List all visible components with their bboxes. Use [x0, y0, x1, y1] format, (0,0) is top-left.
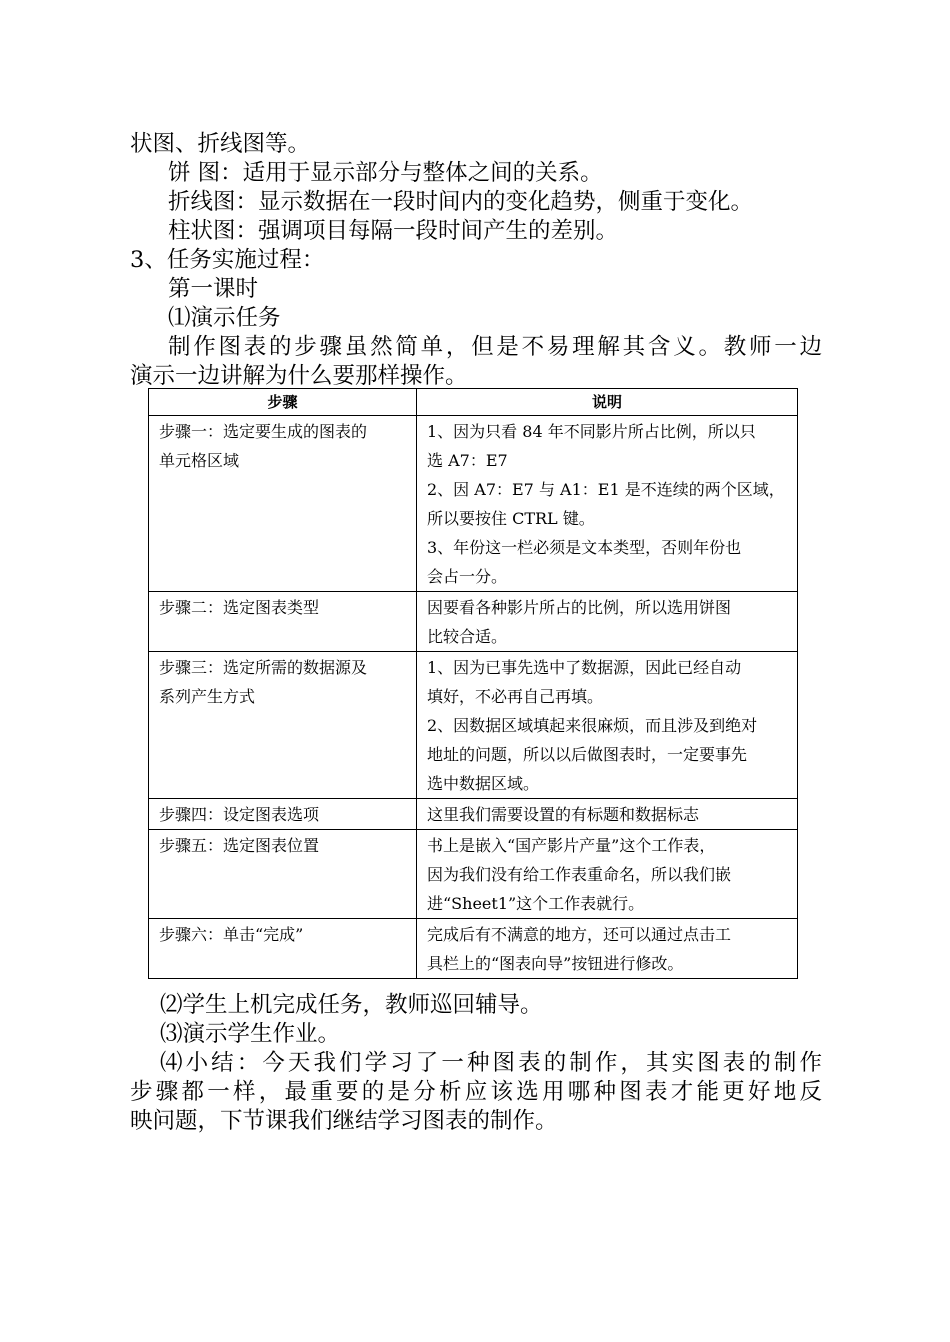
- table-row: [149, 919, 798, 979]
- note-line: 1、因为只看 84 年不同影片所占比例，所以只: [427, 422, 756, 441]
- table-row: [149, 799, 798, 830]
- step-cell: [149, 830, 417, 919]
- table-row: [149, 592, 798, 652]
- table-row: [149, 830, 798, 919]
- note-line: 因要看各种影片所占的比例，所以选用饼图: [427, 598, 732, 617]
- task-3-line: ⑶演示学生作业。: [160, 1021, 341, 1047]
- step-cell: [149, 919, 417, 979]
- steps-table-body: [149, 416, 798, 979]
- summary-line: 步骤都一样，最重要的是分析应该选用哪种图表才能更好地反: [130, 1079, 822, 1105]
- note-line: 因为我们没有给工作表重命名，所以我们嵌: [427, 865, 732, 884]
- note-line: 所以要按住 CTRL 键。: [427, 509, 595, 528]
- step-cell: [149, 799, 417, 830]
- task-2-line: ⑵学生上机完成任务，教师巡回辅导。: [160, 992, 543, 1018]
- notes-cell: [417, 919, 798, 979]
- step-label: 步骤五：选定图表位置: [159, 836, 320, 855]
- note-line: 具栏上的“图表向导”按钮进行修改。: [427, 954, 684, 973]
- intro-line: 状图、折线图等。: [130, 131, 311, 157]
- step-label: 步骤二：选定图表类型: [159, 598, 320, 617]
- step-label: 单元格区域: [159, 451, 240, 470]
- step-label: 系列产生方式: [159, 687, 256, 706]
- note-line: 填好，不必再自己再填。: [427, 687, 604, 706]
- note-line: 完成后有不满意的地方，还可以通过点击工: [427, 925, 732, 944]
- table-row: [149, 416, 798, 592]
- step-label: 步骤三：选定所需的数据源及: [159, 658, 368, 677]
- paragraph-line: 制作图表的步骤虽然简单，但是不易理解其含义。教师一边: [168, 334, 822, 360]
- section-heading: 3、任务实施过程：: [130, 247, 325, 273]
- table-header-row: [149, 389, 798, 416]
- steps-table: [148, 388, 798, 979]
- notes-cell: [417, 416, 798, 592]
- bar-definition: 柱状图：强调项目每隔一段时间产生的差别。: [168, 218, 619, 244]
- step-cell: [149, 592, 417, 652]
- task-1-heading: ⑴演示任务: [168, 305, 281, 331]
- note-line: 书上是嵌入“国产影片产量”这个工作表，: [427, 836, 716, 855]
- table-row: [149, 652, 798, 799]
- note-line: 3、年份这一栏必须是文本类型，否则年份也: [427, 538, 742, 557]
- header-notes: 说明: [417, 389, 798, 416]
- line-definition: 折线图：显示数据在一段时间内的变化趋势，侧重于变化。: [168, 189, 754, 215]
- notes-cell: [417, 830, 798, 919]
- header-step: 步骤: [149, 389, 417, 416]
- note-line: 2、因 A7：E7 与 A1：E1 是不连续的两个区域，: [427, 480, 785, 499]
- note-line: 2、因数据区域填起来很麻烦，而且涉及到绝对: [427, 716, 758, 735]
- note-line: 进“Sheet1”这个工作表就行。: [427, 894, 645, 913]
- summary-line: 映问题，下节课我们继结学习图表的制作。: [130, 1108, 558, 1134]
- step-cell: [149, 416, 417, 592]
- note-line: 比较合适。: [427, 627, 508, 646]
- notes-cell: [417, 799, 798, 830]
- summary-line: ⑷小结：今天我们学习了一种图表的制作，其实图表的制作: [160, 1050, 822, 1076]
- paragraph-line: 演示一边讲解为什么要那样操作。: [130, 363, 468, 389]
- step-label: 步骤四：设定图表选项: [159, 805, 320, 824]
- note-line: 这里我们需要设置的有标题和数据标志: [427, 805, 700, 824]
- note-line: 地址的问题，所以以后做图表时，一定要事先: [427, 745, 748, 764]
- note-line: 会占一分。: [427, 567, 508, 586]
- notes-cell: [417, 592, 798, 652]
- notes-cell: [417, 652, 798, 799]
- step-cell: [149, 652, 417, 799]
- note-line: 选中数据区域。: [427, 774, 540, 793]
- note-line: 1、因为已事先选中了数据源，因此已经自动: [427, 658, 742, 677]
- step-label: 步骤一：选定要生成的图表的: [159, 422, 368, 441]
- step-label: 步骤六：单击“完成”: [159, 925, 304, 944]
- note-line: 选 A7：E7: [427, 451, 508, 470]
- pie-definition: 饼 图：适用于显示部分与整体之间的关系。: [168, 160, 603, 186]
- lesson-heading: 第一课时: [168, 276, 259, 302]
